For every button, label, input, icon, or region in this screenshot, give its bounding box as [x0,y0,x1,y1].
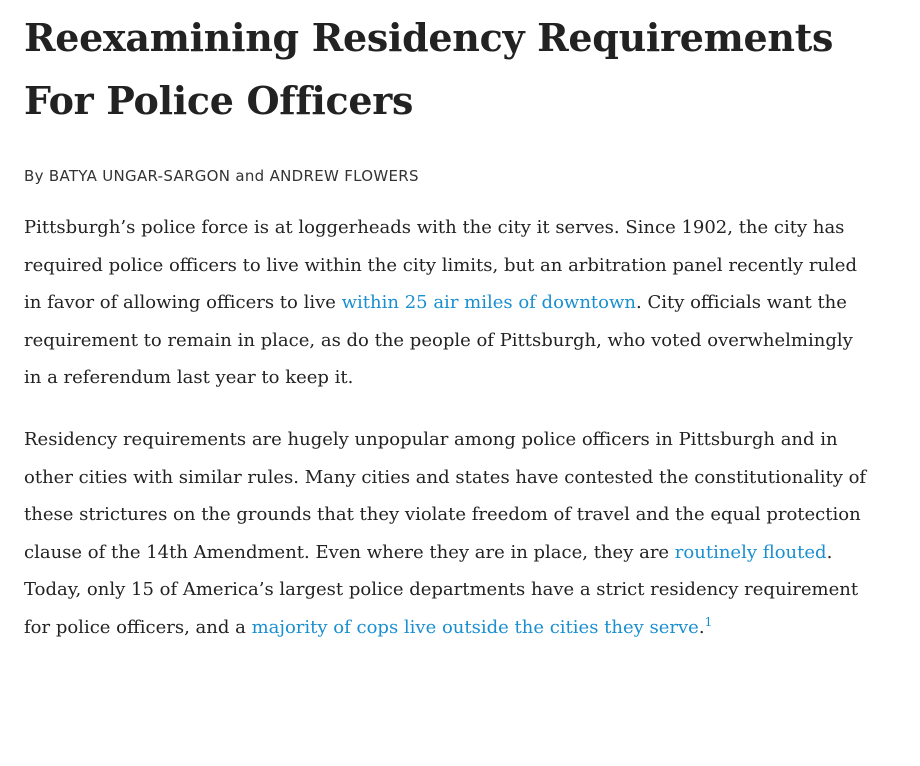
paragraph-2-text-b: . Today, only 15 of America’s largest police departments have a strict residency requirement for police officers, and a [24,541,859,638]
paragraph-1-text-b: . City officials want the requirement to remain in place, as do the people of Pittsburgh, who voted overwhelmingly in a referendum last year to keep it. [24,292,853,389]
link-majority-of-cops[interactable]: majority of cops live outside the cities they serve [251,616,699,638]
link-within-25-air-miles[interactable]: within 25 air miles of downtown [341,292,636,314]
byline [24,167,884,185]
link-routinely-flouted[interactable]: routinely flouted [674,541,827,563]
author-link-andrew-flowers[interactable]: ANDREW FLOWERS [269,167,419,185]
paragraph-1-text-a: Pittsburgh’s police force is at loggerheads with the city it serves. Since 1902, the city has required police officers to live within the city limits, but an arbitration panel recently ruled in favor of allowing officers to live [24,217,857,314]
byline-prefix: By [24,167,44,185]
footnote-marker[interactable]: 1 [704,614,713,629]
article [24,0,884,647]
byline-joiner: and [235,167,265,185]
author-link-batya-ungar-sargon[interactable]: BATYA UNGAR-SARGON [48,167,231,185]
paragraph-2-text-c: . [698,616,705,638]
paragraph-2 [24,421,874,647]
paragraph-1 [24,209,874,397]
paragraph-2-text-a: Residency requirements are hugely unpopular among police officers in Pittsburgh and in other cities with similar rules. Many cities and states have contested the constitutionality of these strictures on the grounds that they violate freedom of travel and the equal protection clause of the 14th Amendment. Even where they are in place, they are [24,428,867,563]
article-title: Reexamining Residency Requirements For Police Officers [24,15,834,123]
